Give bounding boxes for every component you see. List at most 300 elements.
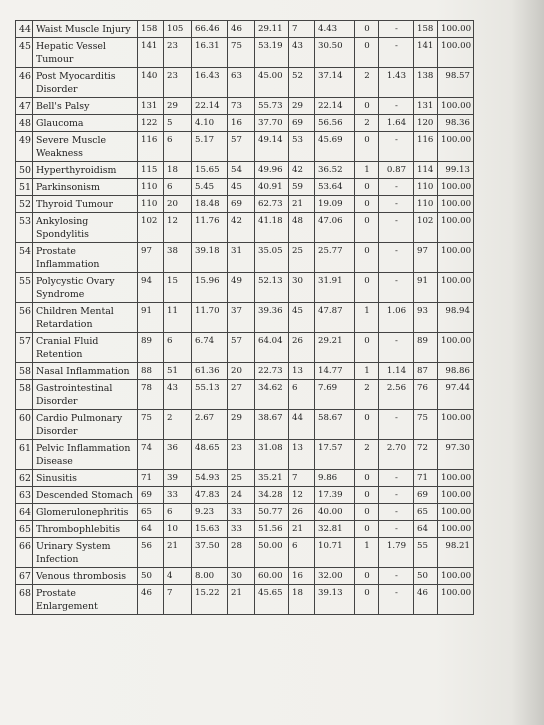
value-cell: 26 <box>289 333 315 363</box>
value-cell: 15.22 <box>192 585 228 615</box>
value-cell: 17.57 <box>315 440 355 470</box>
disease-statistics-table <box>15 20 474 615</box>
row-number-cell: 54 <box>16 243 33 273</box>
row-number-cell: 61 <box>16 440 33 470</box>
value-cell: 25.77 <box>315 243 355 273</box>
value-cell: 2 <box>164 410 192 440</box>
value-cell: 0 <box>355 568 379 585</box>
value-cell: 69 <box>228 196 255 213</box>
value-cell: 37.70 <box>255 115 289 132</box>
value-cell: - <box>379 410 414 440</box>
value-cell: 14.77 <box>315 363 355 380</box>
value-cell: - <box>379 132 414 162</box>
value-cell: 2.67 <box>192 410 228 440</box>
condition-name-cell: Gastrointestinal Disorder <box>33 380 138 410</box>
value-cell: 91 <box>138 303 164 333</box>
value-cell: 38 <box>164 243 192 273</box>
table-row <box>16 303 474 333</box>
value-cell: 50 <box>414 568 438 585</box>
value-cell: 116 <box>138 132 164 162</box>
condition-name-cell: Polycystic Ovary Syndrome <box>33 273 138 303</box>
value-cell: 57 <box>228 333 255 363</box>
value-cell: - <box>379 273 414 303</box>
row-number-cell: 49 <box>16 132 33 162</box>
row-number-cell: 67 <box>16 568 33 585</box>
value-cell: 25 <box>228 470 255 487</box>
value-cell: 9.23 <box>192 504 228 521</box>
value-cell: 63 <box>228 68 255 98</box>
table-row <box>16 132 474 162</box>
condition-name-cell: Cardio Pulmonary Disorder <box>33 410 138 440</box>
value-cell: - <box>379 487 414 504</box>
value-cell: 21 <box>289 521 315 538</box>
table-row <box>16 179 474 196</box>
value-cell: 6 <box>164 504 192 521</box>
value-cell: 52 <box>289 68 315 98</box>
value-cell: 48.65 <box>192 440 228 470</box>
value-cell: 58.67 <box>315 410 355 440</box>
value-cell: 33 <box>228 504 255 521</box>
value-cell: 0 <box>355 179 379 196</box>
row-number-cell: 60 <box>16 410 33 440</box>
value-cell: 88 <box>138 363 164 380</box>
value-cell: 6 <box>164 132 192 162</box>
condition-name-cell: Venous thrombosis <box>33 568 138 585</box>
value-cell: 0 <box>355 504 379 521</box>
value-cell: 100.00 <box>438 98 474 115</box>
value-cell: 12 <box>289 487 315 504</box>
row-number-cell: 64 <box>16 504 33 521</box>
value-cell: 13 <box>289 363 315 380</box>
value-cell: 43 <box>289 38 315 68</box>
value-cell: 100.00 <box>438 487 474 504</box>
value-cell: 33 <box>164 487 192 504</box>
value-cell: 59 <box>289 179 315 196</box>
value-cell: 54.93 <box>192 470 228 487</box>
value-cell: 158 <box>138 21 164 38</box>
value-cell: 16.31 <box>192 38 228 68</box>
value-cell: 94 <box>138 273 164 303</box>
value-cell: 7 <box>164 585 192 615</box>
condition-name-cell: Hyperthyroidism <box>33 162 138 179</box>
value-cell: 120 <box>414 115 438 132</box>
value-cell: 8.00 <box>192 568 228 585</box>
value-cell: - <box>379 504 414 521</box>
row-number-cell: 66 <box>16 538 33 568</box>
value-cell: 114 <box>414 162 438 179</box>
value-cell: 0 <box>355 21 379 38</box>
value-cell: 31 <box>228 243 255 273</box>
condition-name-cell: Prostate Inflammation <box>33 243 138 273</box>
value-cell: 10 <box>164 521 192 538</box>
value-cell: 1.43 <box>379 68 414 98</box>
value-cell: 42 <box>228 213 255 243</box>
value-cell: 6 <box>164 333 192 363</box>
value-cell: 7.69 <box>315 380 355 410</box>
value-cell: 75 <box>228 38 255 68</box>
value-cell: 110 <box>414 179 438 196</box>
value-cell: 100.00 <box>438 504 474 521</box>
value-cell: 131 <box>138 98 164 115</box>
value-cell: 138 <box>414 68 438 98</box>
value-cell: 16 <box>228 115 255 132</box>
value-cell: 64 <box>138 521 164 538</box>
value-cell: 23 <box>164 38 192 68</box>
value-cell: 0 <box>355 98 379 115</box>
value-cell: 6.74 <box>192 333 228 363</box>
table-row <box>16 333 474 363</box>
value-cell: 97.30 <box>438 440 474 470</box>
condition-name-cell: Post Myocarditis Disorder <box>33 68 138 98</box>
value-cell: 40.91 <box>255 179 289 196</box>
value-cell: 116 <box>414 132 438 162</box>
condition-name-cell: Cranial Fluid Retention <box>33 333 138 363</box>
value-cell: 110 <box>138 196 164 213</box>
value-cell: 1 <box>355 162 379 179</box>
value-cell: 2 <box>355 440 379 470</box>
value-cell: 51.56 <box>255 521 289 538</box>
value-cell: 100.00 <box>438 196 474 213</box>
value-cell: 6 <box>164 179 192 196</box>
row-number-cell: 58 <box>16 363 33 380</box>
value-cell: 39.18 <box>192 243 228 273</box>
value-cell: 46 <box>414 585 438 615</box>
row-number-cell: 52 <box>16 196 33 213</box>
value-cell: 25 <box>289 243 315 273</box>
value-cell: 52.13 <box>255 273 289 303</box>
value-cell: 39.13 <box>315 585 355 615</box>
value-cell: 87 <box>414 363 438 380</box>
value-cell: 22.73 <box>255 363 289 380</box>
value-cell: 16 <box>289 568 315 585</box>
value-cell: 105 <box>164 21 192 38</box>
value-cell: 100.00 <box>438 213 474 243</box>
value-cell: 71 <box>138 470 164 487</box>
value-cell: 37.14 <box>315 68 355 98</box>
value-cell: 51 <box>164 363 192 380</box>
value-cell: 0 <box>355 410 379 440</box>
value-cell: 91 <box>414 273 438 303</box>
value-cell: 24 <box>228 487 255 504</box>
value-cell: 98.57 <box>438 68 474 98</box>
value-cell: 98.86 <box>438 363 474 380</box>
value-cell: 102 <box>414 213 438 243</box>
value-cell: 43 <box>164 380 192 410</box>
table-row <box>16 196 474 213</box>
value-cell: 30 <box>289 273 315 303</box>
value-cell: 73 <box>228 98 255 115</box>
value-cell: - <box>379 243 414 273</box>
value-cell: 29.21 <box>315 333 355 363</box>
value-cell: 0 <box>355 470 379 487</box>
row-number-cell: 63 <box>16 487 33 504</box>
value-cell: 39.36 <box>255 303 289 333</box>
value-cell: 97 <box>414 243 438 273</box>
value-cell: 2.70 <box>379 440 414 470</box>
value-cell: 122 <box>138 115 164 132</box>
value-cell: 30 <box>228 568 255 585</box>
value-cell: 50.77 <box>255 504 289 521</box>
value-cell: 22.14 <box>192 98 228 115</box>
value-cell: 0 <box>355 273 379 303</box>
value-cell: 18 <box>289 585 315 615</box>
condition-name-cell: Thrombophlebitis <box>33 521 138 538</box>
value-cell: 100.00 <box>438 333 474 363</box>
value-cell: 61.36 <box>192 363 228 380</box>
condition-name-cell: Glaucoma <box>33 115 138 132</box>
value-cell: 1 <box>355 363 379 380</box>
table-row <box>16 38 474 68</box>
value-cell: 1.14 <box>379 363 414 380</box>
value-cell: 69 <box>414 487 438 504</box>
value-cell: 60.00 <box>255 568 289 585</box>
condition-name-cell: Severe Muscle Weakness <box>33 132 138 162</box>
value-cell: 53.19 <box>255 38 289 68</box>
table-row <box>16 380 474 410</box>
value-cell: 23 <box>228 440 255 470</box>
table-row <box>16 243 474 273</box>
value-cell: 158 <box>414 21 438 38</box>
value-cell: 30.50 <box>315 38 355 68</box>
value-cell: 0 <box>355 487 379 504</box>
table-row <box>16 521 474 538</box>
value-cell: 4.10 <box>192 115 228 132</box>
value-cell: 21 <box>289 196 315 213</box>
value-cell: 100.00 <box>438 21 474 38</box>
row-number-cell: 53 <box>16 213 33 243</box>
value-cell: 38.67 <box>255 410 289 440</box>
value-cell: 44 <box>289 410 315 440</box>
value-cell: 15 <box>164 273 192 303</box>
value-cell: 100.00 <box>438 568 474 585</box>
condition-name-cell: Ankylosing Spondylitis <box>33 213 138 243</box>
value-cell: 141 <box>138 38 164 68</box>
value-cell: 64.04 <box>255 333 289 363</box>
value-cell: 100.00 <box>438 273 474 303</box>
value-cell: 53.64 <box>315 179 355 196</box>
value-cell: 1.64 <box>379 115 414 132</box>
value-cell: 12 <box>164 213 192 243</box>
value-cell: 22.14 <box>315 98 355 115</box>
value-cell: 110 <box>414 196 438 213</box>
value-cell: 66.46 <box>192 21 228 38</box>
value-cell: 100.00 <box>438 179 474 196</box>
table-row <box>16 363 474 380</box>
value-cell: 55 <box>414 538 438 568</box>
condition-name-cell: Pelvic Inflammation Disease <box>33 440 138 470</box>
value-cell: 33 <box>228 521 255 538</box>
value-cell: 47.87 <box>315 303 355 333</box>
table-row <box>16 410 474 440</box>
value-cell: - <box>379 213 414 243</box>
value-cell: 0.87 <box>379 162 414 179</box>
value-cell: 35.05 <box>255 243 289 273</box>
value-cell: 5 <box>164 115 192 132</box>
value-cell: 16.43 <box>192 68 228 98</box>
row-number-cell: 45 <box>16 38 33 68</box>
value-cell: - <box>379 38 414 68</box>
condition-name-cell: Waist Muscle Injury <box>33 21 138 38</box>
value-cell: 93 <box>414 303 438 333</box>
value-cell: 100.00 <box>438 470 474 487</box>
value-cell: 71 <box>414 470 438 487</box>
value-cell: 98.94 <box>438 303 474 333</box>
value-cell: 2.56 <box>379 380 414 410</box>
value-cell: 6 <box>289 380 315 410</box>
row-number-cell: 55 <box>16 273 33 303</box>
value-cell: 75 <box>414 410 438 440</box>
value-cell: 42 <box>289 162 315 179</box>
value-cell: 0 <box>355 333 379 363</box>
value-cell: 31.08 <box>255 440 289 470</box>
row-number-cell: 58 <box>16 380 33 410</box>
value-cell: 29.11 <box>255 21 289 38</box>
value-cell: 72 <box>414 440 438 470</box>
value-cell: 7 <box>289 21 315 38</box>
value-cell: 69 <box>289 115 315 132</box>
condition-name-cell: Hepatic Vessel Tumour <box>33 38 138 68</box>
value-cell: 57 <box>228 132 255 162</box>
row-number-cell: 46 <box>16 68 33 98</box>
value-cell: 13 <box>289 440 315 470</box>
value-cell: 29 <box>228 410 255 440</box>
value-cell: 4 <box>164 568 192 585</box>
value-cell: 45 <box>228 179 255 196</box>
table-row <box>16 98 474 115</box>
value-cell: 100.00 <box>438 243 474 273</box>
table-row <box>16 538 474 568</box>
value-cell: 15.65 <box>192 162 228 179</box>
value-cell: 75 <box>138 410 164 440</box>
value-cell: 40.00 <box>315 504 355 521</box>
row-number-cell: 62 <box>16 470 33 487</box>
value-cell: 50.00 <box>255 538 289 568</box>
table-row <box>16 21 474 38</box>
row-number-cell: 44 <box>16 21 33 38</box>
value-cell: 11.76 <box>192 213 228 243</box>
value-cell: 98.21 <box>438 538 474 568</box>
condition-name-cell: Parkinsonism <box>33 179 138 196</box>
value-cell: 48 <box>289 213 315 243</box>
value-cell: 47.06 <box>315 213 355 243</box>
value-cell: 46 <box>138 585 164 615</box>
value-cell: 0 <box>355 132 379 162</box>
condition-name-cell: Prostate Enlargement <box>33 585 138 615</box>
value-cell: 49.14 <box>255 132 289 162</box>
table-body <box>16 21 474 615</box>
value-cell: 0 <box>355 38 379 68</box>
value-cell: - <box>379 21 414 38</box>
value-cell: 20 <box>228 363 255 380</box>
value-cell: 1.79 <box>379 538 414 568</box>
condition-name-cell: Children Mental Retardation <box>33 303 138 333</box>
table-row <box>16 273 474 303</box>
value-cell: 15.63 <box>192 521 228 538</box>
table-row <box>16 213 474 243</box>
value-cell: 56 <box>138 538 164 568</box>
value-cell: 53 <box>289 132 315 162</box>
value-cell: 99.13 <box>438 162 474 179</box>
value-cell: 100.00 <box>438 38 474 68</box>
value-cell: 15.96 <box>192 273 228 303</box>
value-cell: 65 <box>138 504 164 521</box>
value-cell: 37.50 <box>192 538 228 568</box>
table-row <box>16 162 474 179</box>
value-cell: 115 <box>138 162 164 179</box>
value-cell: 102 <box>138 213 164 243</box>
value-cell: 100.00 <box>438 132 474 162</box>
value-cell: - <box>379 470 414 487</box>
value-cell: 97.44 <box>438 380 474 410</box>
value-cell: 110 <box>138 179 164 196</box>
row-number-cell: 47 <box>16 98 33 115</box>
value-cell: - <box>379 585 414 615</box>
value-cell: 2 <box>355 68 379 98</box>
row-number-cell: 51 <box>16 179 33 196</box>
value-cell: 1 <box>355 303 379 333</box>
value-cell: 65 <box>414 504 438 521</box>
value-cell: - <box>379 179 414 196</box>
value-cell: 29 <box>289 98 315 115</box>
value-cell: 131 <box>414 98 438 115</box>
value-cell: 9.86 <box>315 470 355 487</box>
value-cell: 29 <box>164 98 192 115</box>
value-cell: 7 <box>289 470 315 487</box>
value-cell: 5.45 <box>192 179 228 196</box>
value-cell: 74 <box>138 440 164 470</box>
value-cell: 34.28 <box>255 487 289 504</box>
value-cell: 35.21 <box>255 470 289 487</box>
value-cell: 0 <box>355 213 379 243</box>
value-cell: 55.73 <box>255 98 289 115</box>
value-cell: 2 <box>355 115 379 132</box>
value-cell: 100.00 <box>438 410 474 440</box>
value-cell: 41.18 <box>255 213 289 243</box>
value-cell: 4.43 <box>315 21 355 38</box>
condition-name-cell: Descended Stomach <box>33 487 138 504</box>
value-cell: 64 <box>414 521 438 538</box>
table-row <box>16 115 474 132</box>
value-cell: 11 <box>164 303 192 333</box>
table-row <box>16 585 474 615</box>
value-cell: 18 <box>164 162 192 179</box>
value-cell: 32.81 <box>315 521 355 538</box>
value-cell: 5.17 <box>192 132 228 162</box>
value-cell: 62.73 <box>255 196 289 213</box>
value-cell: 49.96 <box>255 162 289 179</box>
value-cell: 36 <box>164 440 192 470</box>
value-cell: 140 <box>138 68 164 98</box>
value-cell: 100.00 <box>438 521 474 538</box>
value-cell: 45.65 <box>255 585 289 615</box>
value-cell: 0 <box>355 243 379 273</box>
value-cell: 21 <box>228 585 255 615</box>
value-cell: 39 <box>164 470 192 487</box>
condition-name-cell: Urinary System Infection <box>33 538 138 568</box>
value-cell: 1 <box>355 538 379 568</box>
value-cell: 0 <box>355 585 379 615</box>
value-cell: 10.71 <box>315 538 355 568</box>
table-row <box>16 568 474 585</box>
value-cell: 31.91 <box>315 273 355 303</box>
value-cell: 50 <box>138 568 164 585</box>
value-cell: 20 <box>164 196 192 213</box>
value-cell: 1.06 <box>379 303 414 333</box>
value-cell: 19.09 <box>315 196 355 213</box>
row-number-cell: 56 <box>16 303 33 333</box>
value-cell: 27 <box>228 380 255 410</box>
value-cell: 0 <box>355 521 379 538</box>
